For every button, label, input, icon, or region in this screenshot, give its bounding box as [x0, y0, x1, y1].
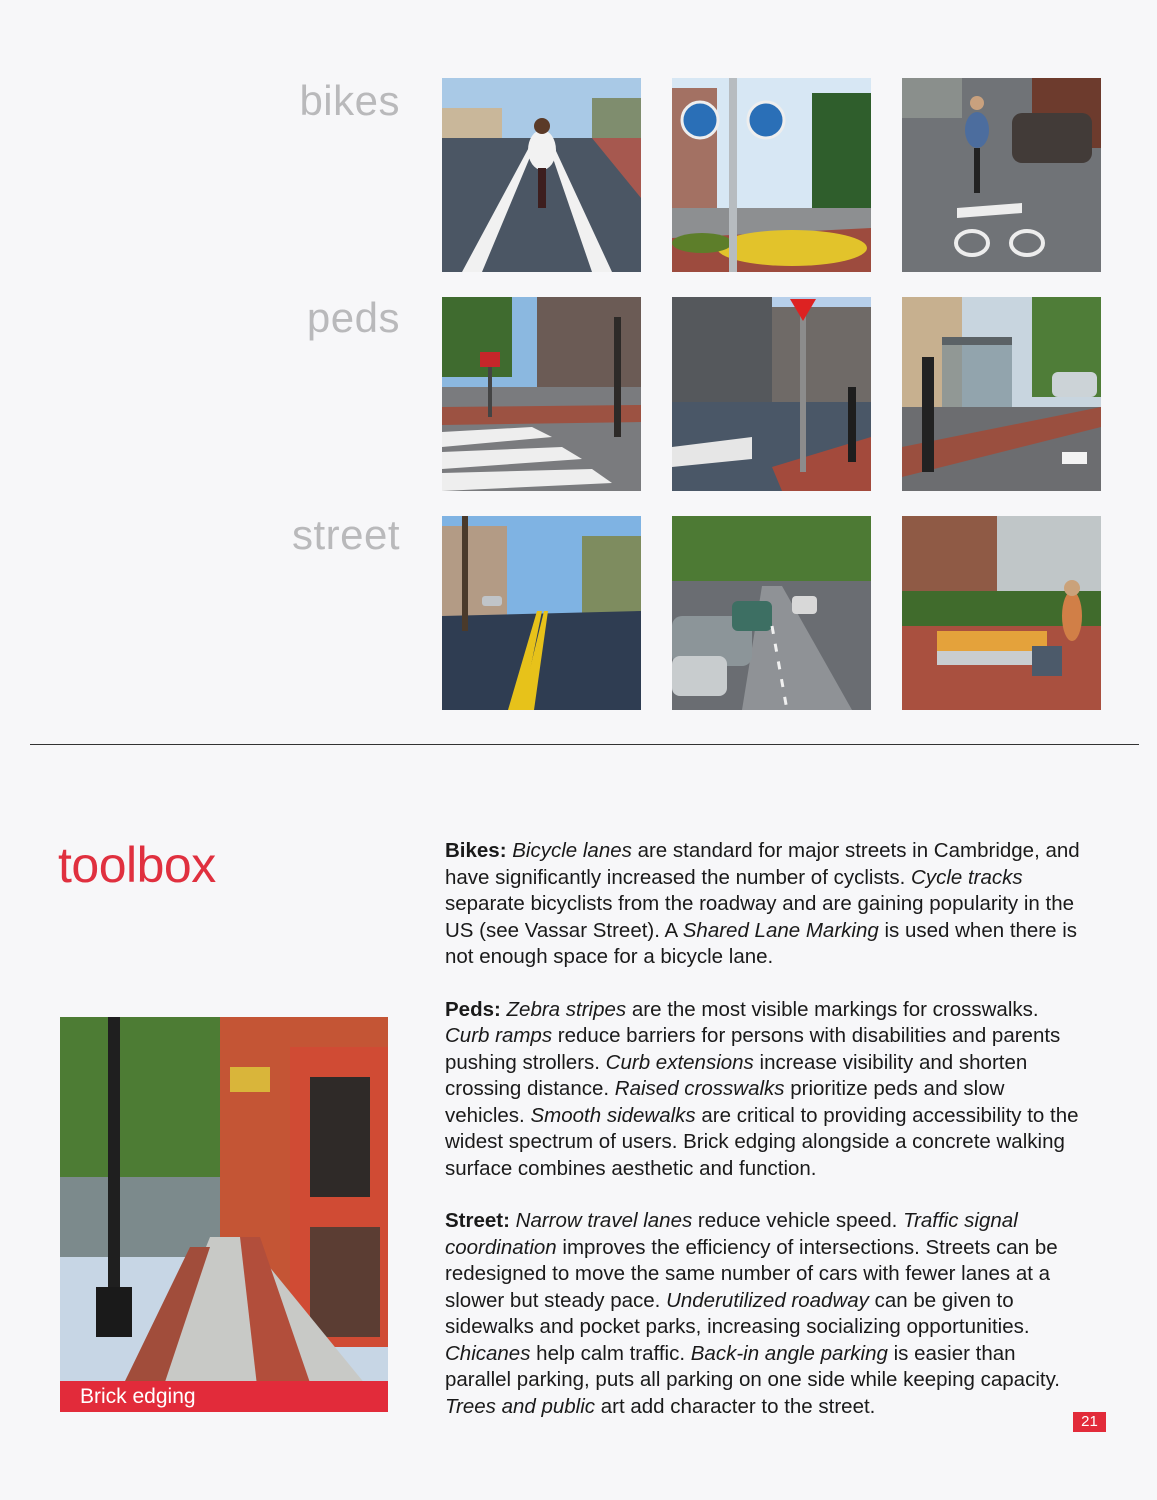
section-divider [30, 744, 1139, 745]
bikes-text: separate bicyclists from the roadway and are gaining popularity in the US (see Vassar Street). A [445, 892, 1075, 942]
row-label-peds: peds [306, 294, 400, 341]
photo-bus-shelter [902, 297, 1101, 491]
peds-paragraph [445, 997, 1085, 1183]
bikes-text: are standard for major streets in Cambridge, and have significantly increased the number of cyclists. [445, 839, 1080, 889]
toolbox-title: toolbox [58, 837, 216, 893]
photo-shared-lane-marking [902, 78, 1101, 272]
photo-cycle-track-signs [672, 78, 871, 272]
street-paragraph [445, 1208, 1085, 1420]
photo-zebra-crosswalk [442, 297, 641, 491]
term-curb-ramps: Curb ramps [445, 1024, 553, 1047]
row-label-street: street [291, 511, 400, 558]
bikes-text: is used when there is not enough space for a bicycle lane. [445, 918, 1078, 968]
street-heading: Street: [445, 1209, 510, 1232]
term-traffic-signal-coordination: Traffic signal coordination [445, 1209, 1018, 1259]
term-back-in-angle-parking: Back-in angle parking [690, 1341, 888, 1365]
peds-text: reduce barriers for persons with disabilities and parents pushing strollers. [445, 1024, 1061, 1074]
photo-caption: Brick edging [60, 1381, 388, 1412]
street-text: can be given to sidewalks and pocket parks, increasing socializing opportunities. [445, 1288, 1030, 1338]
peds-text: prioritize peds and slow vehicles. [445, 1077, 1005, 1127]
term-cycle-tracks: Cycle tracks [911, 865, 1023, 889]
term-bicycle-lanes: Bicycle lanes [512, 839, 632, 862]
peds-text: are the most visible markings for crosswalks. [626, 997, 1039, 1021]
term-raised-crosswalks: Raised crosswalks [614, 1077, 785, 1100]
photo-bike-lane [442, 78, 641, 272]
bikes-paragraph [445, 838, 1085, 971]
term-shared-lane-marking: Shared Lane Marking [682, 918, 879, 942]
term-smooth-sidewalks: Smooth sidewalks [530, 1103, 696, 1127]
toolbox-text [445, 838, 1085, 1446]
term-zebra-stripes: Zebra stripes [506, 997, 627, 1021]
photo-narrow-travel-lanes [442, 516, 641, 710]
photo-pocket-park [902, 516, 1101, 710]
photo-back-in-parking [672, 516, 871, 710]
row-label-bikes: bikes [299, 77, 400, 124]
street-text: art add character to the street. [595, 1394, 876, 1418]
photo-curb-extension [672, 297, 871, 491]
street-text: help calm traffic. [530, 1341, 691, 1365]
peds-text: are critical to providing accessibility to the widest spectrum of users. Brick edging alongside a concrete walking surface combines aesthetic and function. [445, 1103, 1079, 1180]
peds-text: increase visibility and shorten crossing distance. [445, 1050, 1028, 1100]
term-trees-and-public: Trees and public [445, 1394, 596, 1418]
photo-brick-edging [60, 1017, 388, 1412]
bikes-heading: Bikes: [445, 839, 507, 862]
peds-heading: Peds: [445, 997, 501, 1021]
page-number: 21 [1073, 1412, 1106, 1432]
term-chicanes: Chicanes [445, 1341, 531, 1365]
term-curb-extensions: Curb extensions [605, 1050, 754, 1074]
term-underutilized-roadway: Underutilized roadway [666, 1288, 869, 1312]
term-narrow-travel-lanes: Narrow travel lanes [515, 1209, 693, 1232]
street-text: improves the efficiency of intersections. Streets can be redesigned to move the same number of cars with fewer lanes at a slower but steady pace. [445, 1235, 1058, 1312]
street-text: reduce vehicle speed. [692, 1209, 904, 1232]
street-text: is easier than parallel parking, puts all parking on one side while keeping capacity. [445, 1341, 1060, 1391]
